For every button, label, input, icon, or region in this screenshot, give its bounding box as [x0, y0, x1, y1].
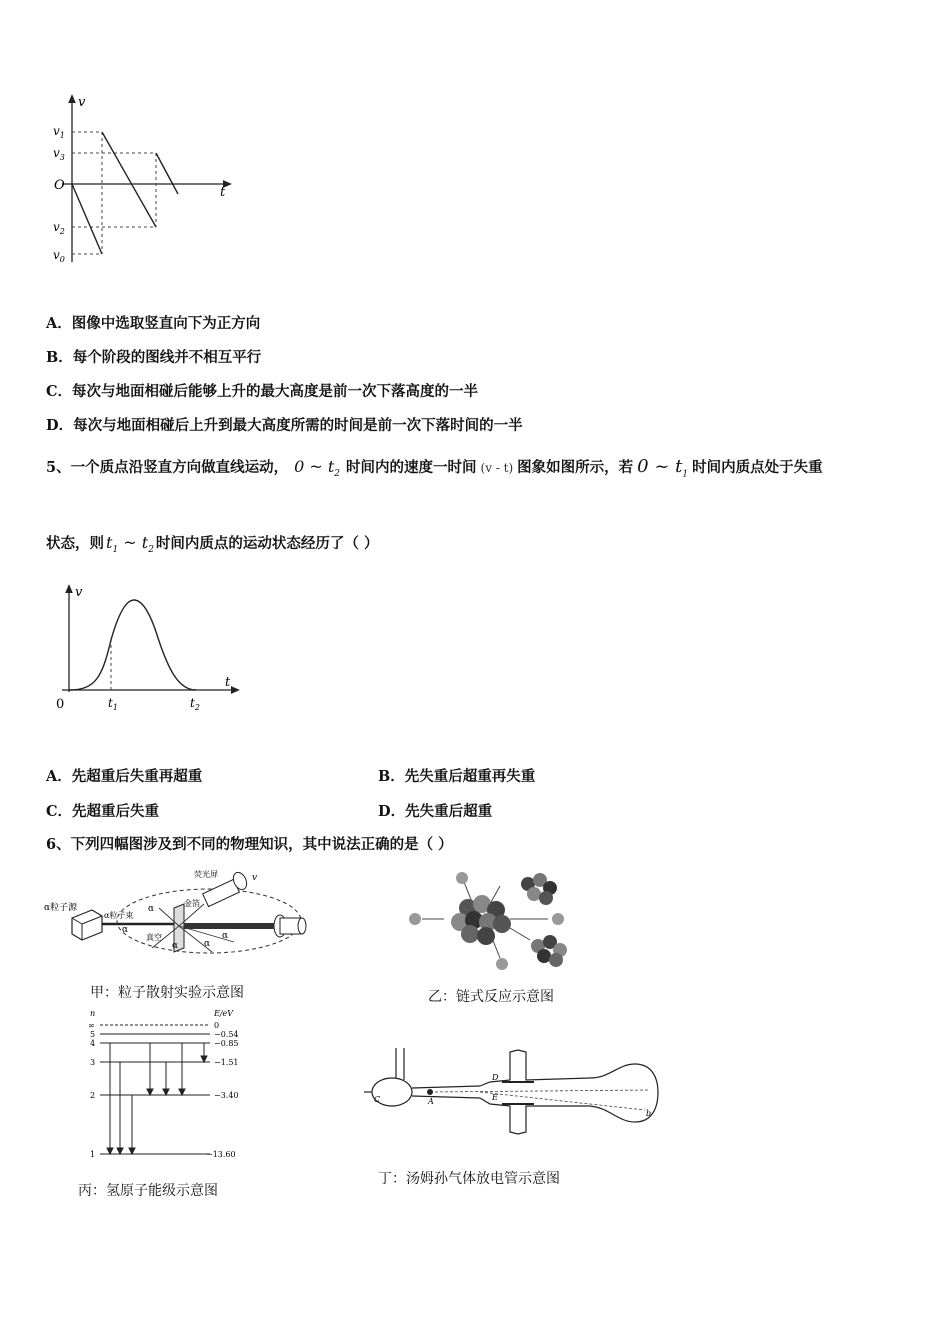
svg-text:α粒子源: α粒子源	[44, 903, 78, 913]
svg-text:α: α	[148, 904, 155, 914]
velocity-line	[72, 184, 102, 254]
q4-option-b[interactable]: B．每个阶段的图线并不相互平行	[46, 349, 262, 366]
svg-text:∞: ∞	[88, 1021, 95, 1030]
fig-ding-caption: 丁：汤姆孙气体放电管示意图	[378, 1171, 560, 1187]
chain-reaction-figure	[400, 866, 590, 976]
svg-text:α: α	[172, 941, 179, 951]
svg-text:α: α	[204, 939, 211, 949]
q4-option-c[interactable]: C．每次与地面相碰后能够上升的最大高度是前一次下落高度的一半	[46, 383, 479, 400]
t-axis-label: t	[225, 675, 231, 690]
q4-option-d[interactable]: D．每次与地面相碰后上升到最大高度所需的时间是前一次下落时间的一半	[46, 417, 523, 434]
t-axis-label: t	[220, 185, 226, 200]
fig-bing-caption: 丙：氢原子能级示意图	[78, 1183, 218, 1199]
v3-label: $v_3$	[53, 146, 65, 162]
svg-text:α: α	[222, 931, 229, 941]
svg-text:α粒子束: α粒子束	[104, 911, 134, 920]
v-axis-label: v	[78, 95, 86, 110]
q5-stem-line1: 5、一个质点沿竖直方向做直线运动， 0 ~ $t_2$ 时间内的速度一时间 (v - t) 图象如图所示，若 0 ~ $t_1$ 时间内质点处于失重	[46, 456, 823, 480]
svg-text:C: C	[374, 1095, 381, 1104]
svg-text:E: E	[492, 1093, 498, 1102]
svg-text:−3.40: −3.40	[214, 1091, 239, 1100]
q5-range-1: 0 ~ $t_2$	[294, 457, 341, 480]
svg-text:真空: 真空	[146, 933, 162, 942]
bounce-vt-graph	[40, 90, 250, 270]
q5-option-c[interactable]: C．先超重后失重	[46, 803, 160, 820]
q5-stem-line2: 状态，则 $t_1$ ~ $t_2$ 时间内质点的运动状态经历了（ ）	[46, 533, 379, 556]
svg-text:荧光屏: 荧光屏	[194, 870, 218, 879]
v0-label: $v_0$	[53, 248, 65, 264]
svg-text:α: α	[122, 925, 129, 935]
svg-text:4: 4	[90, 1039, 96, 1048]
svg-text:−13.60: −13.60	[206, 1150, 236, 1159]
origin-label: O	[54, 178, 65, 193]
svg-text:D: D	[492, 1073, 499, 1082]
fig-yi-caption: 乙：链式反应示意图	[428, 989, 554, 1005]
svg-text:金箔: 金箔	[184, 899, 200, 908]
velocity-line	[102, 132, 156, 227]
fig-jia-caption: 甲：粒子散射实验示意图	[90, 985, 244, 1001]
q4-option-a[interactable]: A．图像中选取竖直向下为正方向	[46, 315, 261, 332]
q5-option-b[interactable]: B．先失重后超重再失重	[378, 768, 536, 785]
q5-option-d[interactable]: D．先失重后超重	[378, 803, 493, 820]
scattering-experiment-figure	[44, 866, 314, 966]
t2-label: $t_2$	[190, 696, 200, 712]
q5-option-a[interactable]: A．先超重后失重再超重	[46, 768, 203, 785]
svg-text:n: n	[90, 1009, 96, 1018]
v-axis-label: v	[75, 585, 83, 600]
svg-text:5: 5	[90, 1030, 96, 1039]
origin-label: 0	[56, 697, 65, 712]
hydrogen-levels-figure	[84, 1008, 264, 1160]
velocity-line	[156, 153, 178, 194]
v2-label: $v_2$	[53, 220, 65, 236]
t1-label: $t_1$	[108, 696, 118, 712]
svg-text:1: 1	[90, 1150, 96, 1159]
velocity-curve	[69, 600, 196, 690]
svg-text:−1.51: −1.51	[214, 1058, 239, 1067]
bell-vt-graph	[50, 580, 250, 720]
svg-text:2: 2	[90, 1091, 96, 1100]
v1-label: $v_1$	[53, 124, 65, 140]
q6-stem: 6、下列四幅图涉及到不同的物理知识，其中说法正确的是（ ）	[46, 836, 453, 853]
svg-text:3: 3	[90, 1058, 96, 1067]
svg-text:−0.54: −0.54	[214, 1030, 239, 1039]
svg-text:E/eV: E/eV	[214, 1009, 234, 1018]
q5-range-2: 0 ~ $t_1$	[637, 456, 689, 480]
thomson-tube-figure	[360, 1038, 660, 1138]
svg-text:0: 0	[214, 1021, 220, 1030]
svg-text:b: b	[646, 1109, 652, 1118]
svg-text:v: v	[252, 873, 258, 883]
q5-range-3: $t_1$ ~ $t_2$	[106, 533, 154, 556]
svg-text:A: A	[428, 1097, 434, 1106]
svg-text:−0.85: −0.85	[214, 1039, 239, 1048]
